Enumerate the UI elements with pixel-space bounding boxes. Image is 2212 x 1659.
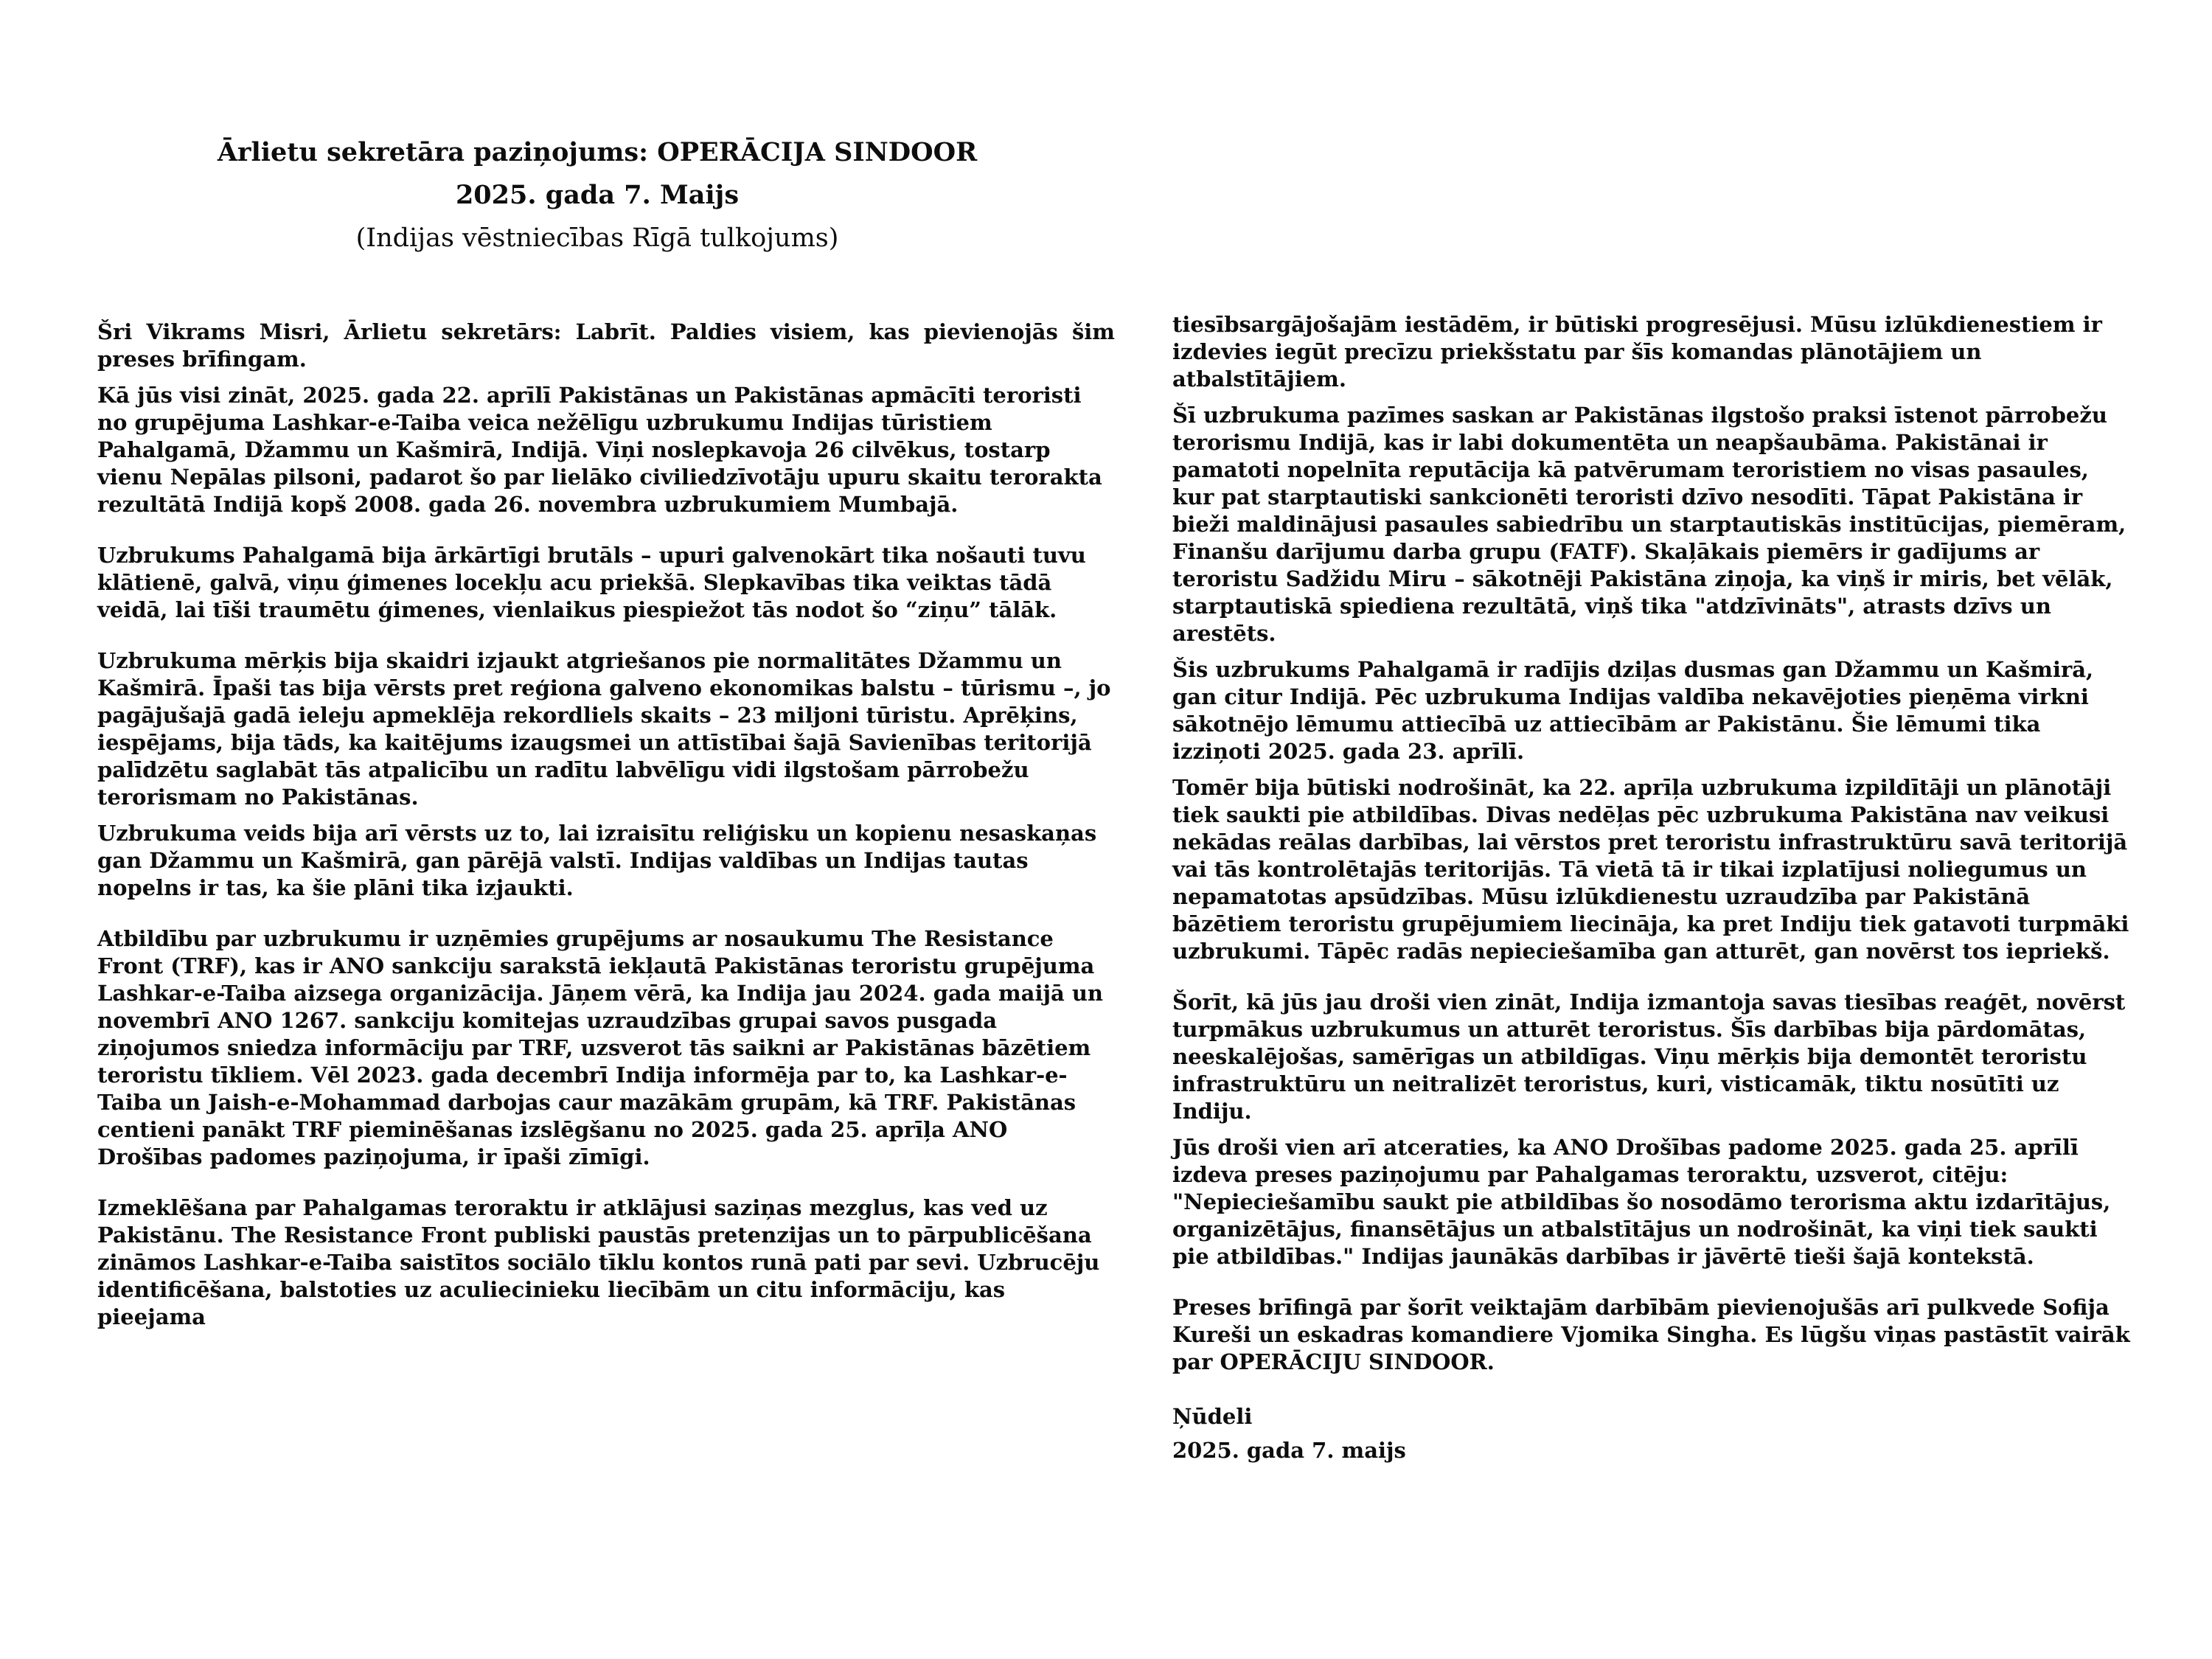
right-column bbox=[1172, 311, 2131, 1467]
paragraph: Jūs droši vien arī atceraties, ka ANO Drošības padome 2025. gada 25. aprīlī izdeva preses paziņojumu par Pahalgamas teroraktu, uzsverot, citēju: "Nepieciešamību saukt pie atbildības šo nosodāmo terorisma aktu izdarītājus, organizētājus, finansētājus un atbalstītājus un nodrošināt, ka viņi tiek saukti pie atbildības." Indijas jaunākās darbības ir jāvērtē tieši šajā kontekstā. bbox=[1172, 1135, 2111, 1269]
paragraph: Šī uzbrukuma pazīmes saskan ar Pakistānas ilgstošo praksi īstenot pārrobežu terorismu Indijā, kas ir labi dokumentēta un neapšaubāma. Pakistānai ir pamatoti nopelnīta reputācija kā patvērumam teroristiem no visas pasaules, kur pat starptautiski sankcionēti teroristi dzīvo nesodīti. Tāpat Pakistāna ir bieži maldinājusi pasaules sabiedrību un starptautiskās institūcijas, piemēram, Finanšu darījumu darba grupu (FATF). Skaļākais piemērs ir gadījums ar teroristu Sadžidu Miru – sākotnēji Pakistāna ziņoja, ka viņš ir miris, bet vēlāk, starptautiskā spiediena rezultātā, viņš tika "atdzīvināts", atrasts dzīvs un arestēts. bbox=[1172, 403, 2126, 646]
paragraph: Uzbrukuma mērķis bija skaidri izjaukt atgriešanos pie normalitātes Džammu un Kašmirā. Īpaši tas bija vērsts pret reģiona galveno ekonomikas balstu – tūrismu –, jo pagājušajā gadā ieleju apmeklēja rekordliels skaits – 23 miljoni tūristu. Aprēķins, iespējams, bija tāds, ka kaitējums izaugsmei un attīstībai šajā Savienības teritorijā palīdzētu saglabāt tās atpalicību un radītu labvēlīgu vidi ilgstošam pārrobežu terorismam no Pakistānas. bbox=[97, 648, 1111, 810]
document-subtitle: (Indijas vēstniecības Rīgā tulkojums) bbox=[355, 223, 839, 253]
paragraph: Preses brīfingā par šorīt veiktajām darbībām pievienojušās arī pulkvede Sofija Kureši un eskadras komandiere Vjomika Singha. Es lūgšu viņas pastāstīt vairāk par OPERĀCIJU SINDOOR. bbox=[1172, 1295, 2130, 1374]
document-title: Ārlietu sekretāra paziņojums: OPERĀCIJA SINDOOR bbox=[217, 137, 978, 167]
paragraph: Šis uzbrukums Pahalgamā ir radījis dziļas dusmas gan Džammu un Kašmirā, gan citur Indijā. Pēc uzbrukuma Indijas valdība nekavējoties pieņēma virkni sākotnējo lēmumu attiecībā uz attiecībām ar Pakistānu. Šie lēmumi tika izziņoti 2025. gada 23. aprīlī. bbox=[1172, 657, 2094, 764]
paragraph: Tomēr bija būtiski nodrošināt, ka 22. aprīļa uzbrukuma izpildītāji un plānotāji tiek saukti pie atbildības. Divas nedēļas pēc uzbrukuma Pakistāna nav veikusi nekādas reālas darbības, lai vērstos pret teroristu infrastruktūru savā teritorijā vai tās kontrolētajās teritorijās. Tā vietā tā ir tikai izplatījusi noliegumus un nepamatotas apsūdzības. Mūsu izlūkdienestu uzraudzība par Pakistānā bāzētiem teroristu grupējumiem liecināja, ka pret Indiju tiek gatavoti turpmāki uzbrukumi. Tāpēc radās nepieciešamība gan atturēt, gan novērst tos iepriekš. bbox=[1172, 775, 2129, 964]
paragraph: Šri Vikrams Misri, Ārlietu sekretārs: Labrīt. Paldies visiem, kas pievienojās šim preses brīfingam. bbox=[97, 319, 1115, 372]
paragraph: Uzbrukums Pahalgamā bija ārkārtīgi brutāls – upuri galvenokārt tika nošauti tuvu klātienē, galvā, viņu ģimenes locekļu acu priekšā. Slepkavības tika veiktas tādā veidā, lai tīši traumētu ģimenes, vienlaikus piespiežot tās nodot šo “ziņu” tālāk. bbox=[97, 543, 1086, 622]
document-header bbox=[0, 131, 1194, 260]
paragraph: Izmeklēšana par Pahalgamas teroraktu ir atklājusi saziņas mezglus, kas ved uz Pakistānu. The Resistance Front publiski paustās pretenzijas un to pārpublicēšana zināmos Lashkar-e-Taiba saistītos sociālo tīklu kontos runā pati par sevi. Uzbrucēju identificēšana, balstoties uz aculiecinieku liecībām un citu informāciju, kas pieejama bbox=[97, 1195, 1100, 1329]
left-column bbox=[97, 319, 1115, 1340]
paragraph: tiesībsargājošajām iestādēm, ir būtiski progresējusi. Mūsu izlūkdienestiem ir izdevies iegūt precīzu priekšstatu par šīs komandas plānotājiem un atbalstītājiem. bbox=[1172, 312, 2102, 392]
paragraph: Uzbrukuma veids bija arī vērsts uz to, lai izraisītu reliģisku un kopienu nesaskaņas gan Džammu un Kašmirā, gan pārējā valstī. Indijas valdības un Indijas tautas nopelns ir tas, ka šie plāni tika izjaukti. bbox=[97, 821, 1097, 900]
paragraph: Atbildību par uzbrukumu ir uzņēmies grupējums ar nosaukumu The Resistance Front (TRF), kas ir ANO sankciju sarakstā iekļautā Pakistānas teroristu grupējuma Lashkar-e-Taiba aizsega organizācija. Jāņem vērā, ka Indija jau 2024. gada maijā un novembrī ANO 1267. sankciju komitejas uzraudzības grupai savos pusgada ziņojumos sniedza informāciju par TRF, uzsverot tās saikni ar Pakistānas bāzētiem teroristu tīkliem. Vēl 2023. gada decembrī Indija informēja par to, ka Lashkar-e-Taiba un Jaish-e-Mohammad darbojas caur mazākām grupām, kā TRF. Pakistānas centieni panākt TRF pieminēšanas izslēgšanu no 2025. gada 25. aprīļa ANO Drošības padomes paziņojuma, ir īpaši zīmīgi. bbox=[97, 926, 1104, 1169]
document-date: 2025. gada 7. Maijs bbox=[455, 180, 740, 210]
signoff-place: Ņūdeli bbox=[1172, 1404, 1253, 1429]
paragraph: Šorīt, kā jūs jau droši vien zināt, Indija izmantoja savas tiesības reaģēt, novērst turpmākus uzbrukumus un atturēt teroristus. Šīs darbības bija pārdomātas, neeskalējošas, samērīgas un atbildīgas. Viņu mērķis bija demontēt teroristu infrastruktūru un neitralizēt teroristus, kuri, visticamāk, tiktu nosūtīti uz Indiju. bbox=[1172, 990, 2126, 1124]
paragraph: Kā jūs visi zināt, 2025. gada 22. aprīlī Pakistānas un Pakistānas apmācīti teroristi no grupējuma Lashkar-e-Taiba veica nežēlīgu uzbrukumu Indijas tūristiem Pahalgamā, Džammu un Kašmirā, Indijā. Viņi noslepkavoja 26 cilvēkus, tostarp vienu Nepālas pilsoni, padarot šo par lielāko civiliedzīvotāju upuru skaitu terorakta rezultātā Indijā kopš 2008. gada 26. novembra uzbrukumiem Mumbajā. bbox=[97, 383, 1102, 517]
signoff-date: 2025. gada 7. maijs bbox=[1172, 1438, 1406, 1463]
